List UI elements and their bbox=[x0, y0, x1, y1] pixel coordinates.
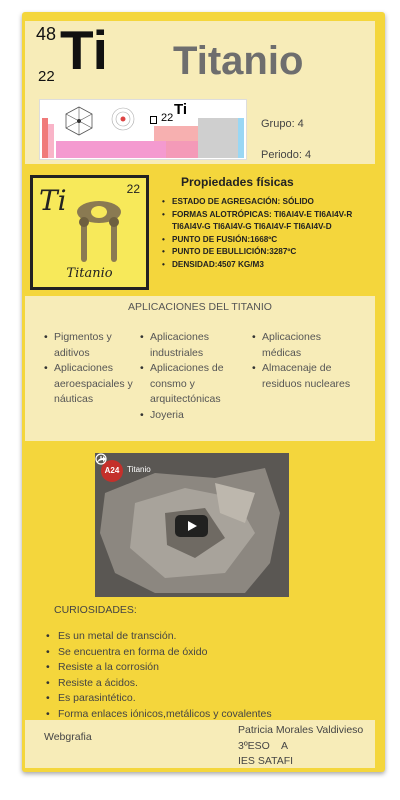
share-icon[interactable] bbox=[95, 453, 107, 465]
application-item: • Aplicaciones aeroespaciales y náuticas bbox=[44, 361, 136, 408]
periodic-table-image bbox=[39, 99, 247, 160]
hip-implant-icon bbox=[70, 198, 128, 272]
applications-column-2 bbox=[140, 330, 246, 424]
titanium-card-image bbox=[30, 175, 149, 290]
curiosity-item: • Resiste a ácidos. bbox=[46, 676, 376, 692]
property-item: • PUNTO DE EBULLICIÓN:3287ºC bbox=[162, 246, 384, 259]
curiosity-item: • Forma enlaces iónicos,metálicos y covalentes bbox=[46, 707, 376, 723]
play-button[interactable] bbox=[175, 515, 208, 537]
properties-title: Propiedades físicas bbox=[181, 175, 294, 189]
channel-logo[interactable]: A24 bbox=[101, 460, 123, 482]
mini-symbol: Ti bbox=[174, 101, 188, 118]
element-name: Titanio bbox=[173, 39, 304, 83]
card-name: Titanio bbox=[66, 266, 113, 281]
application-item: • Aplicaciones médicas bbox=[252, 330, 352, 361]
applications-title: APLICACIONES DEL TITANIO bbox=[128, 301, 272, 313]
atomic-number: 22 bbox=[38, 68, 55, 85]
webgrafia-link[interactable]: Webgrafia bbox=[44, 731, 92, 743]
selected-element-marker bbox=[150, 116, 157, 124]
curiosity-item: • Se encuentra en forma de óxido bbox=[46, 645, 376, 661]
video-title[interactable]: Titanio bbox=[127, 465, 151, 474]
element-header bbox=[25, 21, 375, 164]
table-cells bbox=[42, 118, 245, 158]
property-item: • ESTADO DE AGREGACIÓN: SÓLIDO bbox=[162, 196, 384, 209]
mass-number: 48 bbox=[36, 24, 57, 44]
curiosity-item: • Resiste a la corrosión bbox=[46, 660, 376, 676]
curiosity-item: • Es parasintético. bbox=[46, 691, 376, 707]
application-item: • Aplicaciones industriales bbox=[140, 330, 246, 361]
period-label: Periodo: 4 bbox=[261, 149, 312, 161]
group-label: Grupo: 4 bbox=[261, 118, 304, 130]
property-item: • DENSIDAD:4507 KG/M3 bbox=[162, 259, 384, 272]
curiosity-item: • Es un metal de transción. bbox=[46, 629, 376, 645]
application-item: • Pigmentos y aditivos bbox=[44, 330, 136, 361]
author-credit: Patricia Morales Valdivieso 3ºESO A IES SATAFI bbox=[238, 724, 364, 767]
mini-number: 22 bbox=[161, 112, 174, 124]
infographic-card bbox=[22, 12, 385, 772]
application-item: • Aplicaciones de consmo y arquitectónicas bbox=[140, 361, 246, 408]
application-item: • Joyeria bbox=[140, 408, 246, 424]
property-item: • PUNTO DE FUSIÓN:1668ºC bbox=[162, 234, 384, 247]
application-item: • Almacenaje de residuos nucleares bbox=[252, 361, 352, 392]
video-player[interactable] bbox=[95, 453, 289, 597]
card-number: 22 bbox=[126, 182, 140, 196]
element-symbol: Ti bbox=[60, 19, 108, 81]
curiosities-title: CURIOSIDADES: bbox=[54, 604, 137, 616]
applications-panel bbox=[25, 296, 375, 441]
properties-list bbox=[162, 196, 384, 271]
footer bbox=[25, 720, 375, 768]
applications-column-3 bbox=[252, 330, 352, 392]
card-symbol: Ti bbox=[39, 184, 67, 217]
applications-column-1 bbox=[44, 330, 136, 408]
property-item: • FORMAS ALOTRÓPICAS: TI6Al4V-E TI6Al4V-R TI6Al4V-G TI6Al4V-G TI6Al4V-F TI6Al4V-D bbox=[162, 209, 384, 234]
curiosities-list bbox=[46, 629, 376, 722]
